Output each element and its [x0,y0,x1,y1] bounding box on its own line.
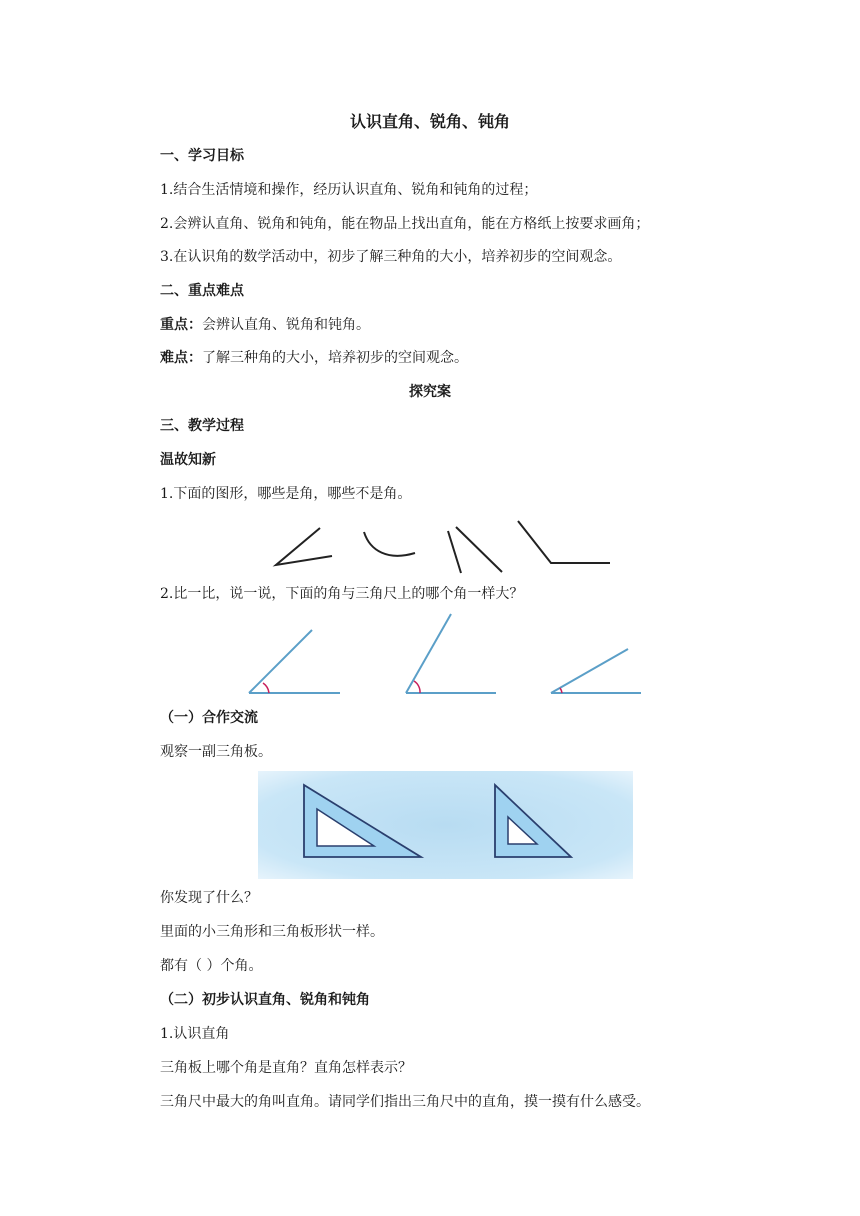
same-shape-text: 里面的小三角形和三角板形状一样。 [160,924,384,940]
right-angle-question: 三角板上哪个角是直角？直角怎样表示？ [160,1060,412,1076]
section-heading-goals: 一、学习目标 [160,148,244,164]
goal-item-2: 2.会辨认直角、锐角和钝角，能在物品上找出直角，能在方格纸上按要求画角； [160,216,650,232]
shape-line-b [456,527,502,572]
section-heading-key-points: 二、重点难点 [160,283,244,299]
goal-item-1: 1.结合生活情境和操作，经历认识直角、锐角和钝角的过程； [160,182,538,198]
section-heading-process: 三、教学过程 [160,418,244,434]
shape-curve [364,532,415,556]
angle-count-blank: 都有（ ）个角。 [160,958,263,974]
difficulty-line [160,348,468,368]
key-point-line [160,315,370,335]
set-squares-figure [258,771,633,879]
angle-60 [406,614,496,693]
angle-or-not-figure [270,515,620,580]
right-angle-answer: 三角尺中最大的角叫直角。请同学们指出三角尺中的直角，摸一摸有什么感受。 [160,1094,650,1110]
part2-heading: （二）初步认识直角、锐角和钝角 [160,992,370,1008]
observe-text: 观察一副三角板。 [160,744,272,760]
question-1: 1.下面的图形，哪些是角，哪些不是角。 [160,486,412,502]
goal-item-3: 3.在认识角的数学活动中，初步了解三种角的大小，培养初步的空间观念。 [160,249,622,265]
angle-arc-1 [263,683,269,693]
angle-30 [551,649,641,693]
review-heading: 温故知新 [160,452,216,468]
part1-heading: （一）合作交流 [160,710,258,726]
difficulty-label: 难点： [160,350,202,366]
shape-angle-1 [276,528,332,565]
right-angle-subheading: 1.认识直角 [160,1026,230,1042]
key-point-label: 重点： [160,317,202,333]
explore-heading: 探究案 [409,384,451,400]
angle-45 [249,630,340,693]
page-title: 认识直角、锐角、钝角 [349,112,510,131]
shape-angle-2 [518,521,610,563]
difficulty-text: 了解三种角的大小，培养初步的空间观念。 [202,350,468,366]
compare-angles-figure [240,612,650,700]
question-2: 2.比一比，说一说，下面的角与三角尺上的哪个角一样大？ [160,586,524,602]
found-question: 你发现了什么？ [160,890,258,906]
key-point-text: 会辨认直角、锐角和钝角。 [202,317,370,333]
angle-arc-2 [414,681,420,693]
shape-line-a [448,531,461,573]
